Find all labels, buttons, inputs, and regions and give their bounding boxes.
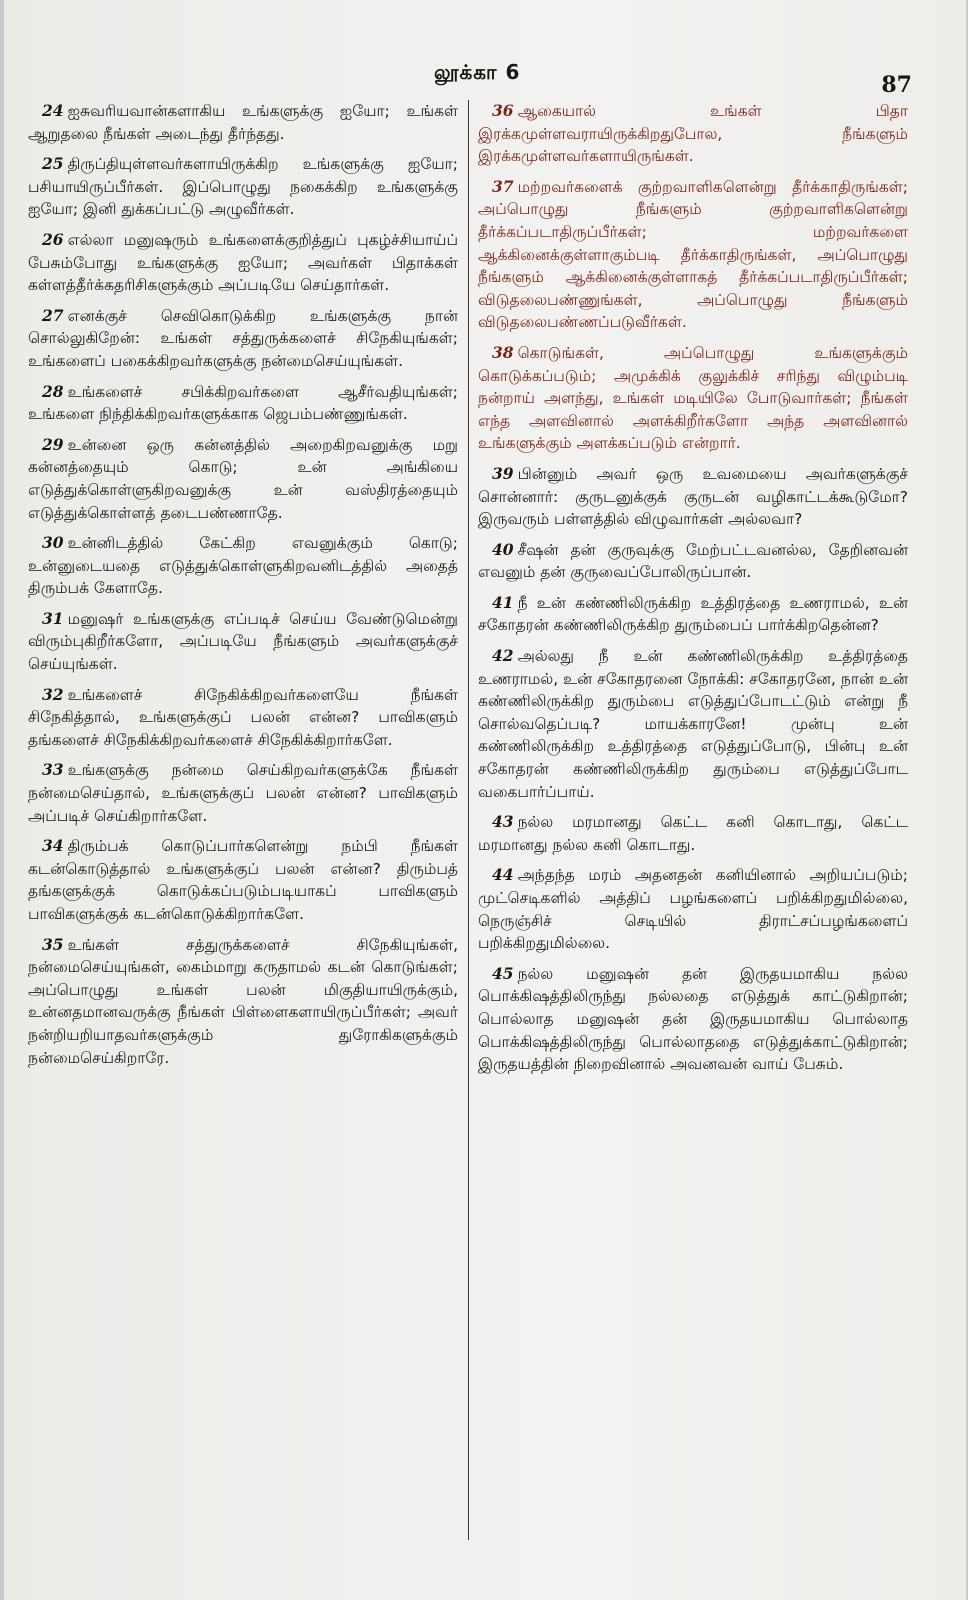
verse-text: அல்லது நீ உன் கண்ணிலிருக்கிற உத்திரத்தை உணராமல், உன் சகோதரனை நோக்கி: சகோதரனே, நான் உன் கண்ணிலிருக்கிற துரும்பை எடுத்துப்போடட்டும் என்று நீ சொல்வதெப்படி? மாயக்காரனே! முன்பு உன் கண்ணிலிருக்கிற உத்திரத்தை எடுத்துப்போடு, பின்பு உன் சகோதரன் கண்ணிலிருக்கிற துரும்பை எடுத்துப்போட வகைபார்ப்பாய். xyxy=(478,647,908,801)
verse xyxy=(478,592,908,637)
verse-text: சீஷன் தன் குருவுக்கு மேற்பட்டவனல்ல, தேறினவன் எவனும் தன் குருவைப்போலிருப்பான். xyxy=(478,540,908,582)
verse xyxy=(28,934,458,1070)
verse-number: 41 xyxy=(492,592,514,612)
verse-text: எல்லா மனுஷரும் உங்களைக்குறித்துப் புகழ்ச்சியாய்ப் பேசும்போது உங்களுக்கு ஐயோ; அவர்கள் பிதாக்கள் கள்ளத்தீர்க்கதரிசிகளுக்கும் அப்படியே செய்தார்கள். xyxy=(28,230,458,295)
verse-number: 42 xyxy=(492,646,514,666)
verse xyxy=(28,305,458,373)
verse xyxy=(478,645,908,803)
verse-text: உங்களைச் சிநேகிக்கிறவர்களையே நீங்கள் சிநேகித்தால், உங்களுக்குப் பலன் என்ன? பாவிகளும் தங்களைச் சிநேகிக்கிறவர்களைச் சிநேகிக்கிறார்களே. xyxy=(28,685,458,749)
running-title: லூக்கா 6 xyxy=(434,60,521,84)
verse-text: ஆகையால் உங்கள் பிதா இரக்கமுள்ளவராயிருக்கிறதுபோல, நீங்களும் இரக்கமுள்ளவர்களாயிருங்கள். xyxy=(478,102,908,166)
verse-number: 26 xyxy=(42,229,64,249)
verse xyxy=(478,963,908,1076)
right-column xyxy=(478,100,908,1520)
verse xyxy=(478,811,908,856)
verse-text: திரும்பக் கொடுப்பார்களென்று நம்பி நீங்கள் கடன்கொடுத்தால் உங்களுக்குப் பலன் என்ன? திரும்பத் தங்களுக்குக் கொடுக்கப்படும்படியாகப் பாவிகளும் பாவிகளுக்குக் கடன்கொடுக்கிறார்களே. xyxy=(28,837,458,923)
verse-number: 45 xyxy=(492,963,514,983)
verse-text: எனக்குச் செவிகொடுக்கிற உங்களுக்கு நான் சொல்லுகிறேன்: உங்கள் சத்துருக்களைச் சிநேகியுங்கள்; உங்களைப் பகைக்கிறவர்களுக்கு நன்மைசெய்யுங்கள். xyxy=(28,306,458,370)
verse xyxy=(478,864,908,954)
verse-text: பின்னும் அவர் ஒரு உவமையை அவர்களுக்குச் சொன்னார்: குருடனுக்குக் குருடன் வழிகாட்டக்கூடுமோ? இருவரும் பள்ளத்தில் விழுவார்கள் அல்லவா? xyxy=(478,464,908,529)
verse-number: 34 xyxy=(42,836,64,856)
verse xyxy=(478,100,908,168)
page-header xyxy=(4,58,966,98)
verse-number: 29 xyxy=(42,434,64,454)
verse xyxy=(28,759,458,827)
verse-number: 44 xyxy=(492,865,514,885)
verse-text: திருப்தியுள்ளவர்களாயிருக்கிற உங்களுக்கு ஐயோ; பசியாயிருப்பீர்கள். இப்பொழுது நகைக்கிற உங்களுக்கு ஐயோ; இனி துக்கப்பட்டு அழுவீர்கள். xyxy=(28,155,458,219)
verse-number: 32 xyxy=(42,684,64,704)
verse-number: 24 xyxy=(42,101,64,120)
verse xyxy=(478,463,908,531)
verse xyxy=(28,608,458,676)
verse-text: உங்களுக்கு நன்மை செய்கிறவர்களுக்கே நீங்கள் நன்மைசெய்தால், உங்களுக்குப் பலன் என்ன? பாவிகளும் அப்படிச் செய்கிறார்களே. xyxy=(28,761,458,825)
verse-number: 33 xyxy=(42,760,64,780)
verse-number: 25 xyxy=(42,154,64,174)
verse xyxy=(28,381,458,426)
verse xyxy=(28,434,458,524)
verse xyxy=(478,342,908,455)
verse-text: ஐசுவரியவான்களாகிய உங்களுக்கு ஐயோ; உங்கள் ஆறுதலை நீங்கள் அடைந்து தீர்ந்தது. xyxy=(28,102,458,143)
verse-number: 38 xyxy=(492,342,514,362)
verse xyxy=(478,176,908,334)
verse-text: உன்னை ஒரு கன்னத்தில் அறைகிறவனுக்கு மறு கன்னத்தையும் கொடு; உன் அங்கியை எடுத்துக்கொள்ளுகிறவனுக்கு உன் வஸ்திரத்தையும் எடுத்துக்கொள்ளத் தடைபண்ணாதே. xyxy=(28,435,458,522)
verse xyxy=(28,532,458,600)
verse-text: உன்னிடத்தில் கேட்கிற எவனுக்கும் கொடு; உன்னுடையதை எடுத்துக்கொள்ளுகிறவனிடத்தில் அதைத் திரும்பக் கேளாதே. xyxy=(28,534,458,598)
verse-number: 31 xyxy=(42,608,64,628)
verse-number: 43 xyxy=(492,812,514,832)
verse xyxy=(28,684,458,752)
verse-number: 36 xyxy=(492,101,514,120)
verse-text: மற்றவர்களைக் குற்றவாளிகளென்று தீர்க்காதிருங்கள்; அப்பொழுது நீங்களும் குற்றவாளிகளென்று தீர்க்கப்படாதிருப்பீர்கள்; மற்றவர்களை ஆக்கினைக்குள்ளாகும்படி தீர்க்காதிருங்கள், அப்பொழுது நீங்களும் ஆக்கினைக்குள்ளாகத் தீர்க்கப்படாதிருப்பீர்கள்; விடுதலைபண்ணுங்கள், அப்பொழுது நீங்களும் விடுதலைபண்ணப்படுவீர்கள். xyxy=(478,177,908,332)
verse-text: மனுஷர் உங்களுக்கு எப்படிச் செய்ய வேண்டுமென்று விரும்புகிறீர்களோ, அப்படியே நீங்களும் அவர்களுக்குச் செய்யுங்கள். xyxy=(28,609,458,674)
verse-number: 37 xyxy=(492,176,514,196)
verse-text: அந்தந்த மரம் அதனதன் கனியினால் அறியப்படும்; முட்செடிகளில் அத்திப் பழங்களைப் பறிக்கிறதுமில்லை, நெருஞ்சிச் செடியில் திராட்சப்பழங்களைப் பறிக்கிறதுமில்லை. xyxy=(478,866,908,953)
verse-number: 30 xyxy=(42,533,64,553)
verse-number: 28 xyxy=(42,381,64,401)
verse-text: நல்ல மனுஷன் தன் இருதயமாகிய நல்ல பொக்கிஷத்திலிருந்து நல்லதை எடுத்துக் காட்டுகிறான்; பொல்லாத மனுஷன் தன் இருதயமாகிய பொல்லாத பொக்கிஷத்திலிருந்து பொல்லாததை எடுத்துக்காட்டுகிறான்; இருதயத்தின் நிறைவினால் அவனவன் வாய் பேசும். xyxy=(478,964,908,1074)
verse xyxy=(28,835,458,925)
verse-number: 27 xyxy=(42,305,64,325)
verse xyxy=(28,100,458,145)
verse-text: கொடுங்கள், அப்பொழுது உங்களுக்கும் கொடுக்கப்படும்; அமுக்கிக் குலுக்கிச் சரிந்து விழும்படி நன்றாய் அளந்து, உங்கள் மடியிலே போடுவார்கள்; நீங்கள் எந்த அளவினால் அளக்கிறீர்களோ அந்த அளவினால் உங்களுக்கும் அளக்கப்படும் என்றார். xyxy=(478,343,908,453)
verse-text: நல்ல மரமானது கெட்ட கனி கொடாது, கெட்ட மரமானது நல்ல கனி கொடாது. xyxy=(478,813,908,854)
verse xyxy=(28,153,458,221)
verse-number: 39 xyxy=(492,463,514,483)
verse-number: 35 xyxy=(42,934,64,954)
verse-number: 40 xyxy=(492,539,514,559)
verse-text: உங்கள் சத்துருக்களைச் சிநேகியுங்கள், நன்மைசெய்யுங்கள், கைம்மாறு கருதாமல் கடன் கொடுங்கள்; அப்பொழுது உங்கள் பலன் மிகுதியாயிருக்கும், உன்னதமானவருக்கு நீங்கள் பிள்ளைகளாயிருப்பீர்கள்; அவர் நன்றியறியாதவர்களுக்கும் துரோகிகளுக்கும் நன்மைசெய்கிறாரே. xyxy=(28,935,458,1067)
page-number: 87 xyxy=(881,72,912,98)
left-column xyxy=(28,100,458,1520)
verse xyxy=(28,229,458,297)
verse-text: உங்களைச் சபிக்கிறவர்களை ஆசீர்வதியுங்கள்; உங்களை நிந்திக்கிறவர்களுக்காக ஜெபம்பண்ணுங்கள். xyxy=(28,382,458,424)
column-divider xyxy=(468,100,469,1540)
verse xyxy=(478,539,908,584)
verse-text: நீ உன் கண்ணிலிருக்கிற உத்திரத்தை உணராமல், உன் சகோதரன் கண்ணிலிருக்கிற துரும்பைப் பார்க்கிறதென்ன? xyxy=(478,593,908,635)
bible-page xyxy=(4,0,966,1600)
